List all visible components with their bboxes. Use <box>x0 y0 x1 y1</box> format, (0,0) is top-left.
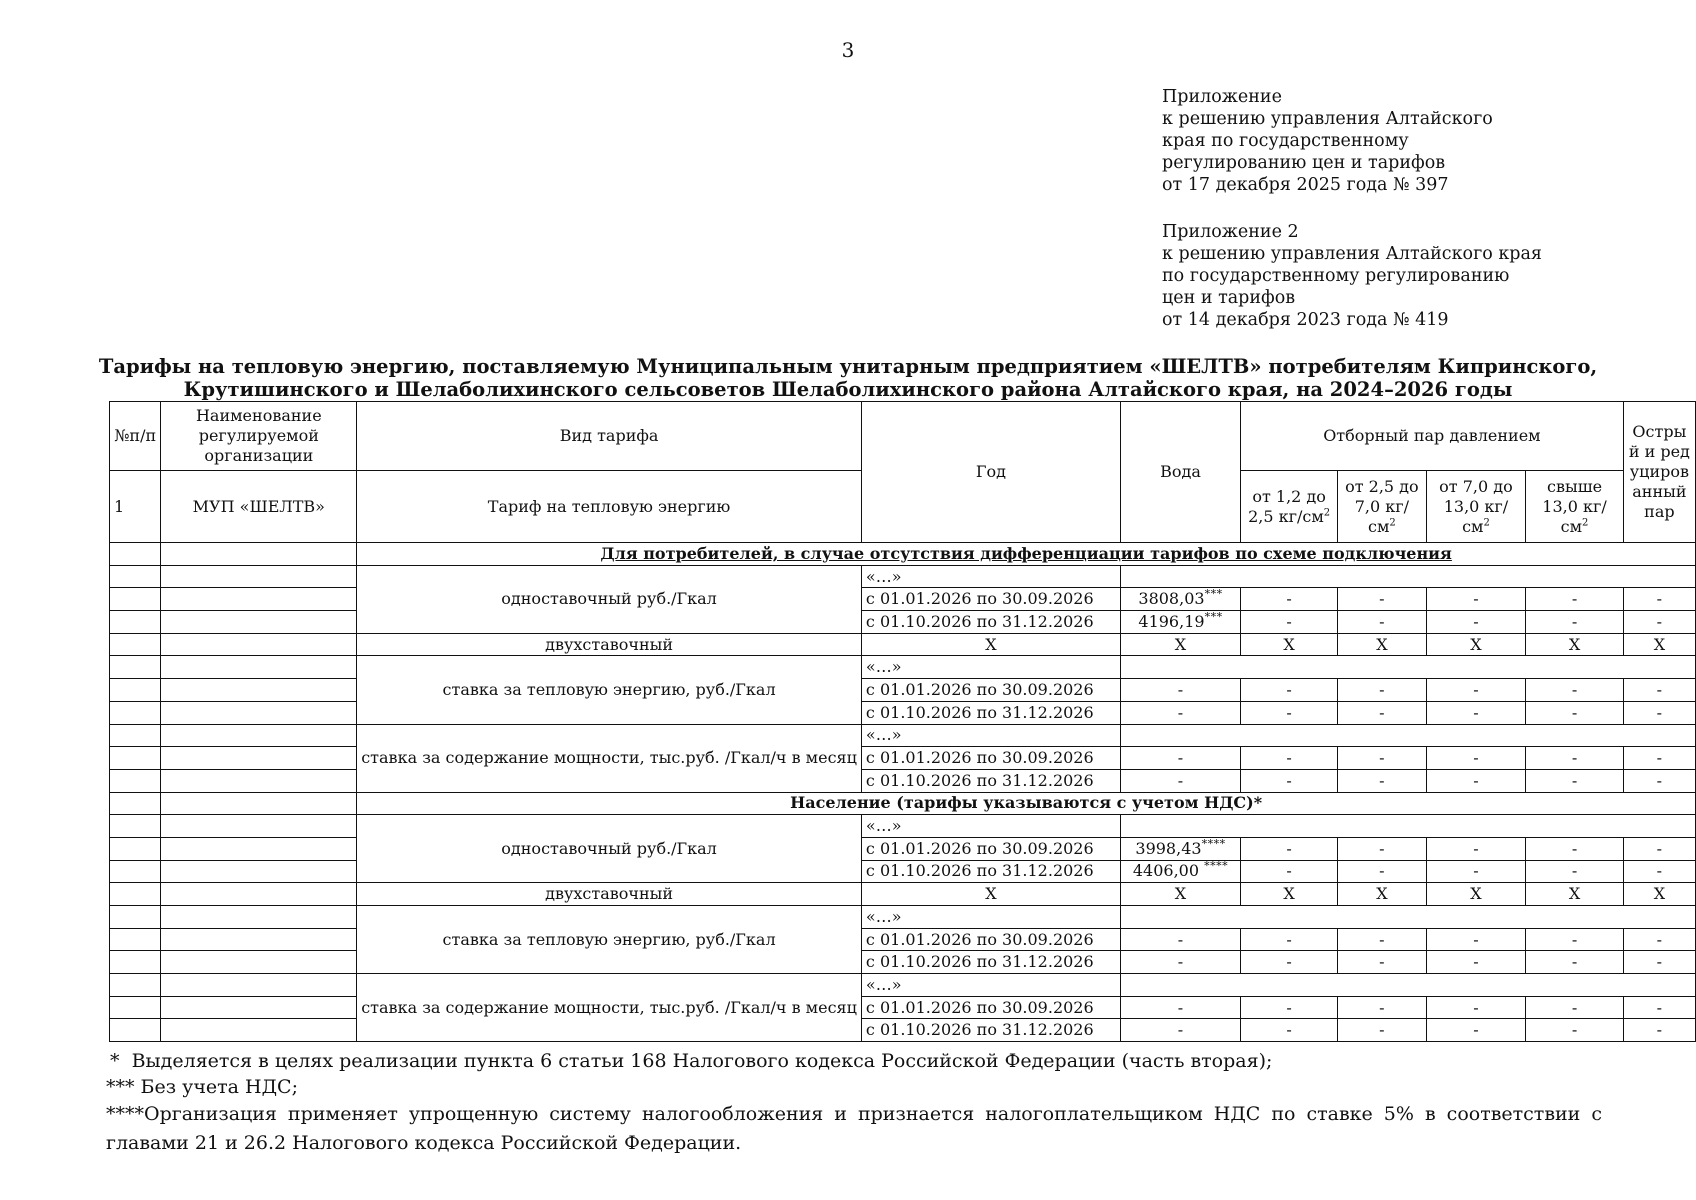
value-cell: 3808,03*** <box>1120 588 1240 611</box>
table-row <box>110 837 1696 860</box>
empty-cell <box>1120 724 1695 747</box>
table-cell: с 01.01.2026 по 30.09.2026 <box>861 928 1120 951</box>
table-cell: - <box>1120 1019 1240 1042</box>
table-cell: - <box>1526 928 1623 951</box>
section-heading-1: Для потребителей, в случае отсутствия дифференциации тарифов по схеме подключения <box>357 543 1696 566</box>
appendix-line: по государственному регулированию <box>1162 266 1510 286</box>
table-row <box>110 883 1696 906</box>
header-pressure-3: от 7,0 до 13,0 $кг/см^2$ <box>1426 471 1526 543</box>
label-heat-rate: ставка за тепловую энергию, руб./Гкал <box>357 906 862 974</box>
table-cell: - <box>1426 860 1526 883</box>
appendix-line: к решению управления Алтайского <box>1162 109 1493 129</box>
footnote-3 <box>106 1100 1602 1158</box>
table-cell: - <box>1120 747 1240 770</box>
empty-cell <box>110 792 161 815</box>
table-cell: - <box>1120 928 1240 951</box>
empty-cell <box>161 837 357 860</box>
label-capacity-rate: ставка за содержание мощности, тыс.руб. /Гкал/ч в месяц <box>357 974 862 1042</box>
period-ellipsis: «…» <box>861 565 1120 588</box>
table-cell: - <box>1241 928 1338 951</box>
empty-cell <box>161 928 357 951</box>
table-cell: - <box>1120 769 1240 792</box>
table-cell: - <box>1338 837 1426 860</box>
empty-cell <box>110 701 161 724</box>
table-row <box>110 701 1696 724</box>
table-cell: - <box>1526 837 1623 860</box>
empty-cell <box>161 996 357 1019</box>
table-cell: - <box>1241 1019 1338 1042</box>
table-cell: - <box>1623 996 1695 1019</box>
empty-cell <box>161 883 357 906</box>
empty-cell <box>110 633 161 656</box>
table-cell: - <box>1241 747 1338 770</box>
table-cell: - <box>1526 701 1623 724</box>
empty-cell <box>161 860 357 883</box>
section-row <box>110 792 1696 815</box>
appendix-line: от 14 декабря 2023 года № 419 <box>1162 310 1449 330</box>
appendix-line: Приложение 2 <box>1162 222 1299 242</box>
empty-cell <box>161 633 357 656</box>
table-cell: Х <box>861 883 1120 906</box>
empty-cell <box>110 951 161 974</box>
empty-cell <box>110 906 161 929</box>
header-year: Год <box>861 402 1120 543</box>
table-cell: Х <box>1426 883 1526 906</box>
table-cell: Х <box>861 633 1120 656</box>
table-row <box>110 633 1696 656</box>
table-cell: - <box>1623 769 1695 792</box>
table-cell: - <box>1338 611 1426 634</box>
period-cell: с 01.10.2026 по 31.12.2026 <box>861 611 1120 634</box>
empty-cell <box>110 679 161 702</box>
header-pressure-4: свыше 13,0 $кг/см^2$ <box>1526 471 1623 543</box>
table-row <box>110 928 1696 951</box>
table-cell: Х <box>1120 883 1240 906</box>
footnote-text: Организация применяет упрощенную систему налогообложения и признается налогоплательщиком НДС по ставке 5% в соответствии с главами 21 и 26.2 Налогового кодекса Российской Федерации. <box>106 1103 1602 1154</box>
label-single-rate: одноставочный руб./Гкал <box>357 565 862 633</box>
table-cell: - <box>1426 611 1526 634</box>
empty-cell <box>161 656 357 679</box>
table-cell: - <box>1426 769 1526 792</box>
label-double-rate: двухставочный <box>357 883 862 906</box>
empty-cell <box>161 792 357 815</box>
table-row <box>110 565 1696 588</box>
table-cell: с 01.01.2026 по 30.09.2026 <box>861 837 1120 860</box>
table-cell: - <box>1623 837 1695 860</box>
empty-cell <box>161 951 357 974</box>
table-row <box>110 860 1696 883</box>
table-cell: «…» <box>861 815 1120 838</box>
table-cell: - <box>1426 837 1526 860</box>
table-cell: - <box>1338 769 1426 792</box>
title-line-1: Тарифы на тепловую энергию, поставляемую Муниципальным унитарным предприятием «ШЕЛТВ» потребителям Кипринского, <box>98 355 1598 378</box>
empty-cell <box>110 543 161 566</box>
table-cell: - <box>1338 1019 1426 1042</box>
table-cell: - <box>1241 679 1338 702</box>
header-pressure-1: от 1,2 до 2,5 $кг/см^2$ <box>1241 471 1338 543</box>
empty-cell <box>161 611 357 634</box>
table-cell: - <box>1338 679 1426 702</box>
empty-cell <box>1120 974 1695 997</box>
label-double-rate: двухставочный <box>357 633 862 656</box>
document-title <box>0 355 1696 401</box>
tariff-table-wrapper <box>109 401 1696 1042</box>
table-cell: с 01.10.2026 по 31.12.2026 <box>861 769 1120 792</box>
table-cell: - <box>1120 996 1240 1019</box>
table-cell: - <box>1120 951 1240 974</box>
table-row <box>110 611 1696 634</box>
footnote-mark: **** <box>106 1103 144 1125</box>
table-cell: «…» <box>861 974 1120 997</box>
empty-cell <box>161 543 357 566</box>
table-cell: с 01.10.2026 по 31.12.2026 <box>861 1019 1120 1042</box>
empty-cell <box>161 906 357 929</box>
table-cell: - <box>1241 860 1338 883</box>
table-cell: - <box>1338 928 1426 951</box>
label-capacity-rate: ставка за содержание мощности, тыс.руб. /Гкал/ч в месяц <box>357 724 862 792</box>
label-heat-rate: ставка за тепловую энергию, руб./Гкал <box>357 656 862 724</box>
empty-cell <box>110 656 161 679</box>
table-cell: - <box>1623 701 1695 724</box>
table-cell: - <box>1623 1019 1695 1042</box>
appendix-block-1 <box>1162 86 1493 196</box>
org-name: МУП «ШЕЛТВ» <box>161 471 357 543</box>
footnote-text: Выделяется в целях реализации пункта 6 статьи 168 Налогового кодекса Российской Федерации (часть вторая); <box>131 1050 1273 1072</box>
empty-cell <box>161 724 357 747</box>
table-cell: - <box>1623 611 1695 634</box>
table-row <box>110 656 1696 679</box>
title-line-2: Крутишинского и Шелаболихинского сельсоветов Шелаболихинского района Алтайского края, на 2024–2026 годы <box>183 378 1513 401</box>
appendix-line: Приложение <box>1162 87 1282 107</box>
empty-cell <box>1120 906 1695 929</box>
empty-cell <box>110 769 161 792</box>
table-row <box>110 996 1696 1019</box>
section-heading-2: Население (тарифы указываются с учетом НДС)* <box>357 792 1696 815</box>
table-cell: с 01.10.2026 по 31.12.2026 <box>861 951 1120 974</box>
header-org: Наименование регулируемой организации <box>161 402 357 471</box>
table-cell: - <box>1526 769 1623 792</box>
table-cell: - <box>1526 679 1623 702</box>
table-cell: - <box>1241 611 1338 634</box>
empty-cell <box>1120 815 1695 838</box>
table-cell: Х <box>1623 883 1695 906</box>
table-cell: - <box>1338 996 1426 1019</box>
table-cell: Х <box>1623 633 1695 656</box>
table-cell: - <box>1338 951 1426 974</box>
empty-cell <box>161 747 357 770</box>
value-cell: 4406,00 **** <box>1120 860 1240 883</box>
header-steam: Отборный пар давлением <box>1241 402 1624 471</box>
empty-cell <box>1120 565 1695 588</box>
table-row <box>110 724 1696 747</box>
table-cell: с 01.01.2026 по 30.09.2026 <box>861 747 1120 770</box>
header-tariff-type: Вид тарифа <box>357 402 862 471</box>
table-cell: Х <box>1526 883 1623 906</box>
table-cell: - <box>1526 951 1623 974</box>
empty-cell <box>110 611 161 634</box>
table-cell: Х <box>1338 633 1426 656</box>
empty-cell <box>1120 656 1695 679</box>
table-cell: «…» <box>861 906 1120 929</box>
table-row <box>110 588 1696 611</box>
header-water: Вода <box>1120 402 1240 543</box>
footnote-text: Без учета НДС; <box>140 1076 298 1098</box>
table-cell: - <box>1426 679 1526 702</box>
table-cell: с 01.01.2026 по 30.09.2026 <box>861 679 1120 702</box>
table-cell: с 01.10.2026 по 31.12.2026 <box>861 860 1120 883</box>
empty-cell <box>161 769 357 792</box>
table-cell: Х <box>1526 633 1623 656</box>
period-cell: с 01.01.2026 по 30.09.2026 <box>861 588 1120 611</box>
empty-cell <box>161 565 357 588</box>
table-cell: Х <box>1338 883 1426 906</box>
empty-cell <box>161 815 357 838</box>
table-row <box>110 906 1696 929</box>
empty-cell <box>110 837 161 860</box>
value-cell: 3998,43**** <box>1120 837 1240 860</box>
table-cell: - <box>1526 611 1623 634</box>
table-cell: Х <box>1241 633 1338 656</box>
section-row <box>110 543 1696 566</box>
footnote-mark: * <box>110 1050 120 1072</box>
empty-cell <box>110 724 161 747</box>
table-cell: - <box>1338 701 1426 724</box>
table-cell: «…» <box>861 656 1120 679</box>
appendix-line: регулированию цен и тарифов <box>1162 153 1446 173</box>
table-cell: - <box>1120 679 1240 702</box>
table-cell: - <box>1241 837 1338 860</box>
footnote-1 <box>110 1047 1610 1076</box>
org-tariff: Тариф на тепловую энергию <box>357 471 862 543</box>
table-cell: - <box>1623 588 1695 611</box>
page-number: 3 <box>841 38 855 62</box>
table-cell: - <box>1426 1019 1526 1042</box>
table-cell: - <box>1526 588 1623 611</box>
header-pressure-2: от 2,5 до 7,0 $кг/см^2$ <box>1338 471 1426 543</box>
appendix-line: края по государственному <box>1162 131 1409 151</box>
table-cell: - <box>1623 679 1695 702</box>
header-sharp-steam: Острый и редуцированный пар <box>1623 402 1695 543</box>
empty-cell <box>110 588 161 611</box>
table-cell: - <box>1623 951 1695 974</box>
table-cell: - <box>1338 588 1426 611</box>
table-cell: - <box>1426 588 1526 611</box>
table-row <box>110 974 1696 997</box>
header-num: №п/п <box>110 402 161 471</box>
appendix-line: цен и тарифов <box>1162 288 1296 308</box>
empty-cell <box>161 974 357 997</box>
empty-cell <box>110 747 161 770</box>
appendix-line: от 17 декабря 2025 года № 397 <box>1162 175 1449 195</box>
empty-cell <box>110 860 161 883</box>
table-cell: - <box>1426 928 1526 951</box>
table-cell: - <box>1241 588 1338 611</box>
empty-cell <box>110 1019 161 1042</box>
empty-cell <box>110 996 161 1019</box>
empty-cell <box>161 701 357 724</box>
table-cell: - <box>1526 860 1623 883</box>
table-cell: - <box>1623 747 1695 770</box>
table-cell: Х <box>1241 883 1338 906</box>
table-row <box>110 679 1696 702</box>
table-header-row <box>110 402 1696 471</box>
table-row <box>110 747 1696 770</box>
label-single-rate: одноставочный руб./Гкал <box>357 815 862 883</box>
empty-cell <box>110 565 161 588</box>
table-row <box>110 1019 1696 1042</box>
table-cell: - <box>1426 747 1526 770</box>
empty-cell <box>161 1019 357 1042</box>
table-row <box>110 815 1696 838</box>
table-cell: - <box>1338 860 1426 883</box>
appendix-line: к решению управления Алтайского края <box>1162 244 1542 264</box>
table-cell: - <box>1526 1019 1623 1042</box>
table-cell: - <box>1241 996 1338 1019</box>
table-cell: - <box>1426 701 1526 724</box>
table-cell: - <box>1623 928 1695 951</box>
table-cell: Х <box>1120 633 1240 656</box>
empty-cell <box>161 588 357 611</box>
empty-cell <box>161 679 357 702</box>
table-cell: - <box>1241 769 1338 792</box>
empty-cell <box>110 974 161 997</box>
appendix-block-2 <box>1162 221 1542 331</box>
tariff-table <box>109 401 1696 1042</box>
footnote-2 <box>106 1073 1606 1102</box>
table-cell: - <box>1241 951 1338 974</box>
table-cell: с 01.10.2026 по 31.12.2026 <box>861 701 1120 724</box>
table-cell: «…» <box>861 724 1120 747</box>
empty-cell <box>110 883 161 906</box>
table-cell: - <box>1526 747 1623 770</box>
footnote-mark: *** <box>106 1076 135 1098</box>
table-cell: - <box>1426 951 1526 974</box>
value-cell: 4196,19*** <box>1120 611 1240 634</box>
table-cell: - <box>1526 996 1623 1019</box>
table-row <box>110 951 1696 974</box>
table-cell: с 01.01.2026 по 30.09.2026 <box>861 996 1120 1019</box>
table-cell: - <box>1338 747 1426 770</box>
table-cell: - <box>1426 996 1526 1019</box>
table-cell: - <box>1120 701 1240 724</box>
table-cell: - <box>1623 860 1695 883</box>
org-num: 1 <box>110 471 161 543</box>
table-cell: - <box>1241 701 1338 724</box>
table-row <box>110 769 1696 792</box>
table-cell: Х <box>1426 633 1526 656</box>
empty-cell <box>110 928 161 951</box>
empty-cell <box>110 815 161 838</box>
